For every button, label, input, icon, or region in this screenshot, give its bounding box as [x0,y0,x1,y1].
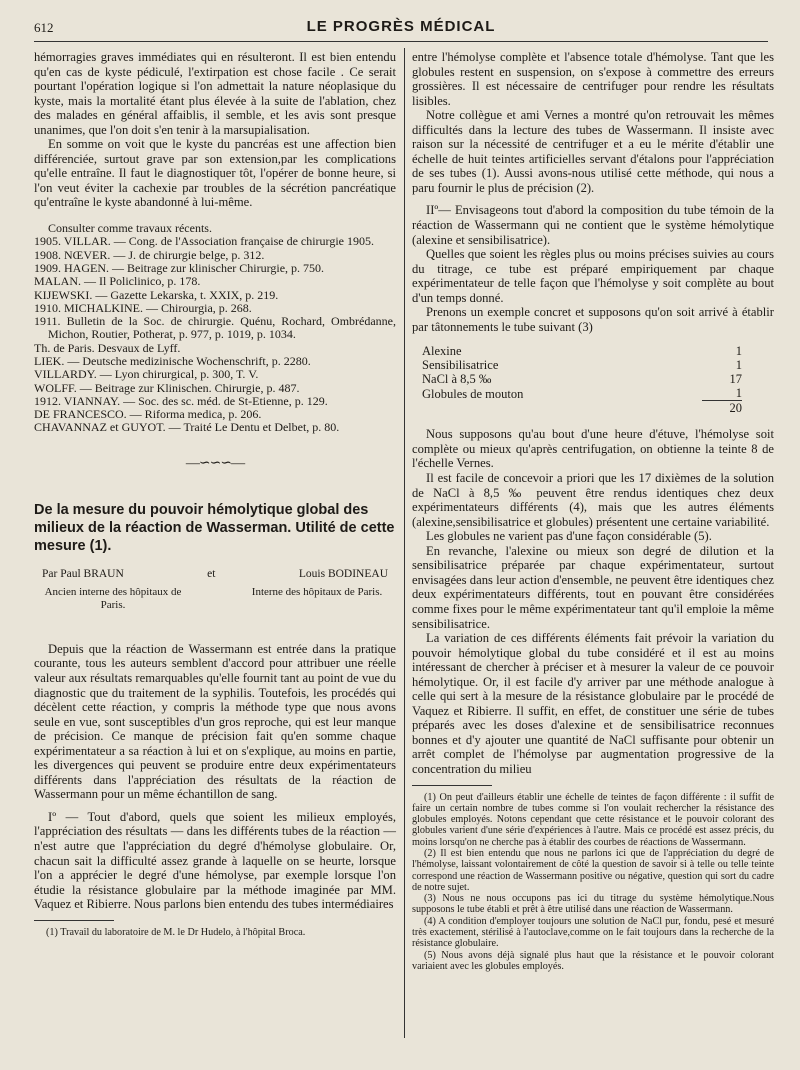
section-ornament: —∽∽∽— [185,455,245,471]
author-first: Par Paul BRAUN [42,568,124,581]
table-row [422,344,742,358]
reference-item: KIJEWSKI. — Gazette Lekarska, t. XXIX, p. 219. [34,287,279,302]
paragraph: hémorragies graves immédiates qui en résulteront. Il est bien entendu qu'en cas de kyste pédiculé, l'extirpation est chose facile . Ce serait pourtant l'opération logique si l'on admettait la nature néoplasique du kyste, mais la mortalité étant plus élevée à la suite de l'ablation, chez des malades en général affaiblis, il semble, et les avis sont presque unanimes, que l'on doit s'en tenir à la marsupialisation. [34,50,396,137]
paragraph: Prenons un exemple concret et supposons qu'on soit arrivé à établir par tâtonnements le tube suivant (3) [412,305,774,334]
reference-item: 1908. NŒVER. — J. de chirurgie belge, p. 312. [34,247,265,262]
references-intro: Consulter comme travaux récents. [48,221,212,236]
reference-item: VILLARDY. — Lyon chirurgical, p. 300, T. V. [34,367,259,382]
running-header [34,18,768,40]
footnote-text: (4) A condition d'employer toujours une solution de NaCl pur, fondu, pesé et mesuré très exactement, stérilisé à l'autoclave,comme on le fait toujours dans la recherche de la résistance globulaire. [412,915,774,950]
header-rule [34,41,768,42]
reference-item: 1905. VILLAR. — Cong. de l'Association française de chirurgie 1905. [34,234,374,249]
reference-item: LIEK. — Deutsche medizinische Wochenschrift, p. 2280. [34,353,311,368]
article-title: De la mesure du pouvoir hémolytique global des milieux de la réaction de Wasserman. Utilité de cette mesure (1). [34,502,395,555]
reference-item: CHAVANNAZ et GUYOT. — Traité Le Dentu et Delbet, p. 80. [34,420,340,435]
footnote-rule [34,920,114,921]
paragraph: Nous supposons qu'au bout d'une heure d'étuve, l'hémolyse soit complète ou mieux qu'après centrifugation, on obtienne la teinte 8 de l'échelle Vernes. [412,427,774,471]
journal-title: LE PROGRÈS MÉDICAL [306,18,496,35]
table-row [422,386,742,401]
paragraph: entre l'hémolyse complète et l'absence totale d'hémolyse. Tant que les globules restent en suspension, on s'expose à commettre des erreurs grossières. Il est nécessaire de centrifuger pour rendre les résultats lisibles. [412,50,774,108]
affiliation-second: Interne des hôpitaux de Paris. [251,585,383,598]
reference-item: MALAN. — Il Policlinico, p. 178. [34,274,201,289]
references [34,222,396,435]
footnote [34,927,396,938]
paragraph: La variation de ces différents éléments fait prévoir la variation du pouvoir hémolytique global du tube considéré et il est au moins intéressant de chercher à préciser et à mesurer la valeur de ce pouvoir hémolytique. Or, il est facile d'y arriver par une méthode analogue à celle qui sert à la mesure de la résistance globulaire par le procédé de Vaquez et Ribierre. Il suffit, en effet, de constituer une série de tubes préparés avec les doses d'alexine et de sensibilisatrice reconnues bonnes et d'y ajouter une quantité de NaCl suffisante pour obtenir un arrêt complet de l'hémolyse par augmentation progressive de la concentration du milieu [412,631,774,776]
reference-item: 1909. HAGEN. — Beitrage zur klinischer Chirurgie, p. 750. [34,260,325,275]
right-column [412,50,774,972]
table-cell-value: 1 [735,386,742,401]
table-total-row [422,401,742,416]
table-cell-value: 1 [735,358,742,373]
reference-item: DE FRANCESCO. — Riforma medica, p. 206. [34,407,262,422]
paragraph: Depuis que la réaction de Wassermann est entrée dans la pratique courante, tous les auteurs semblent d'accord pour attribuer une réelle valeur aux résultats remarquables qu'elle fournit tant au point de vue du diagnostic que du traitement de la syphilis. Toutefois, les procédés qui décèlent cette réaction, y compris la méthode type que nous avons seule en vue, sont susceptibles d'un gros reproche, qui est leur manque de précision. Ce manque de précision fait qu'en somme chaque expérimentateur a sa réaction à lui et on s'explique, au moins en partie, les divergences qui peuvent se produire entre deux expérimentateurs différents dans l'appréciation des résultats de la réaction de Wassermann pour un même échantillon de sang. [34,641,396,802]
footnote-text: (5) Nous avons déjà signalé plus haut que la résistance et le pouvoir colorant variaient avec les globules employés. [412,949,774,972]
paragraph: IIº— Envisageons tout d'abord la composition du tube témoin de la réaction de Wassermann qui ne contient que le système hémolytique (alexine et sensibilisatrice). [412,203,774,247]
footnote-text: (2) Il est bien entendu que nous ne parlons ici que de l'appréciation du degré de l'hémolyse, laissant volontairement de côté la question de savoir si à telle ou telle teinte correspond une réaction de Wassermann positive ou négative, question qui sort du cadre de notre sujet. [412,848,774,893]
footnote-rule [412,785,492,786]
footnotes [412,792,774,973]
reference-item: 1912. VIANNAY. — Soc. des sc. méd. de St-Etienne, p. 129. [34,393,328,408]
reference-item: WOLFF. — Beitrage zur Klinischen. Chirurgie, p. 487. [34,380,300,395]
table-total: 20 [702,401,742,416]
table-cell-label: NaCl à 8,5 ‰ [422,372,492,387]
left-column [34,50,396,938]
paragraph: Quelles que soient les règles plus ou moins précises suivies au cours du titrage, ce tube est préparé empiriquement par chaque expérimentateur de telle façon que l'hémolyse y soit complète au bout d'un temps donné. [412,247,774,305]
author-second: Louis BODINEAU [298,568,388,581]
paragraph: Notre collègue et ami Vernes a montré qu'on retrouvait les mêmes difficultés dans la lecture des tubes de Wassermann. Il insiste avec raison sur la nécessité de centrifuger et a eu le mérite d'établir une échelle de huit teintes artificielles servant d'étalons pour l'appréciation de ses tubes (1). Aussi avons-nous utilisé cette méthode, qui nous a paru fournir le plus de précision (2). [412,108,774,195]
composition-table [422,344,742,415]
authors-and: et [207,568,216,581]
table-cell-label: Alexine [422,344,462,359]
page-number: 612 [34,20,54,35]
paragraph: Les globules ne varient pas d'une façon considérable (5). [426,529,712,544]
authors [34,567,396,582]
paragraph: Il est facile de concevoir a priori que les 17 dixièmes de la solution de NaCl à 8,5 ‰ peuvent être rendus identiques chez deux expérimentateurs différents (4), mais que les autres éléments (alexine,sensibilisatrice et globules) présentent une certaine variabilité. [412,471,774,529]
paragraph: En revanche, l'alexine ou mieux son degré de dilution et la sensibilisatrice préparée par chaque expérimentateur, surtout envisagées dans leur action d'ensemble, ne peuvent être identiques chez deux expérimentateurs différents, tout en pouvant être considérées comme fixes pour le même expérimentateur tant qu'il emploie la même sensibilisatrice. [412,543,774,631]
footnote-text: (3) Nous ne nous occupons pas ici du titrage du système hémolytique.Nous supposons le tube établi et prêt à être utilisé dans une réaction de Wassermann. [412,893,774,916]
reference-item: 1910. MICHALKINE. — Chirourgia, p. 268. [34,300,252,315]
paragraph: Iº — Tout d'abord, quels que soient les milieux employés, l'appréciation des résultats — dans les différents tubes de la réaction — n'est autre que l'appréciation du degré d'hémolyse globulaire. Or, chacun sait la difficulté assez grande à laquelle on se heurte, lorsque l'on a apprécier le degré d'une hémolyse, par exemple lorsque l'on étudie la résistance globulaire par la méthode imaginée par MM. Vaquez et Ribierre. Nous parlons bien entendu des tubes intermédiaires [34,809,396,912]
reference-item: 1911. Bulletin de la Soc. de chirurgie. Quénu, Rochard, Ombrédanne, Michon, Routier, Potherat, p. 977, p. 1019, p. 1034. [34,314,396,342]
footnote-text: (1) Travail du laboratoire de M. le Dr Hudelo, à l'hôpital Broca. [46,926,306,938]
table-cell-label: Globules de mouton [422,386,524,401]
table-row [422,358,742,372]
reference-item: Th. de Paris. Desvaux de Lyff. [34,340,181,355]
paragraph: En somme on voit que le kyste du pancréas est une affection bien différenciée, surtout grave par son extension,par les complications qu'elle entraîne. Il faut le diagnostiquer tôt, l'opérer de bonne heure, si l'on veut éviter la cachexie par troubles de la sécrétion pancréatique qu'entraîne le kyste abandonné à lui-même. [34,137,396,210]
affiliations [34,586,396,612]
table-cell-label: Sensibilisatrice [422,358,499,373]
table-row [422,372,742,386]
footnote-text: (1) On peut d'ailleurs établir une échelle de teintes de façon différente : il suffit de faire un certain nombre de tubes comme si l'on voulait rechercher la résistance des globules employés. Notons cependant que cette résistance et le pouvoir colorant des globules varient d'une série d'expériences à l'autre. Mais ce procédé est assez précis, du moins lorsqu'on ne cherche pas à établir des courbes de réactions de Wassermann. [412,791,774,848]
table-cell-value: 1 [735,344,742,359]
table-cell-value: 17 [729,372,742,387]
affiliation-first: Ancien interne des hôpitaux de Paris. [44,585,182,611]
column-divider [404,48,405,1038]
